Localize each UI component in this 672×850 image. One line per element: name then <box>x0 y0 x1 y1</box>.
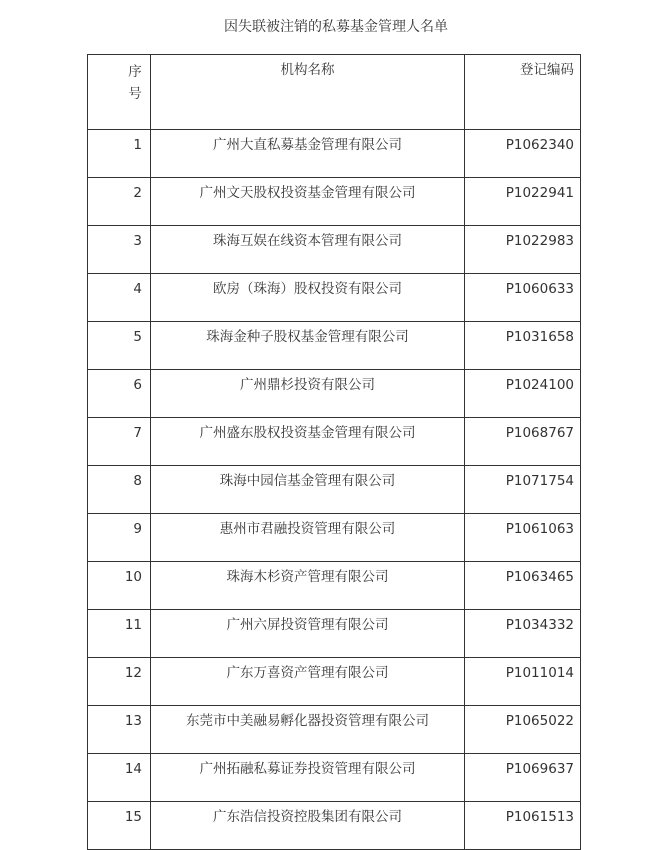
table-row <box>88 610 581 658</box>
row-registration-code: P1060633 <box>465 274 581 322</box>
row-institution-name: 东莞市中美融易孵化器投资管理有限公司 <box>151 706 465 754</box>
table-row <box>88 226 581 274</box>
table-row <box>88 418 581 466</box>
header-code: 登记编码 <box>465 55 581 130</box>
row-institution-name: 广州拓融私募证券投资管理有限公司 <box>151 754 465 802</box>
row-index: 4 <box>88 274 151 322</box>
table-row <box>88 562 581 610</box>
table-row <box>88 178 581 226</box>
row-registration-code: P1068767 <box>465 418 581 466</box>
row-registration-code: P1065022 <box>465 706 581 754</box>
table-row <box>88 274 581 322</box>
table-row <box>88 514 581 562</box>
row-registration-code: P1022983 <box>465 226 581 274</box>
row-registration-code: P1069637 <box>465 754 581 802</box>
row-institution-name: 珠海互娱在线资本管理有限公司 <box>151 226 465 274</box>
table-row <box>88 370 581 418</box>
row-registration-code: P1062340 <box>465 130 581 178</box>
header-index-label: 序号 <box>128 64 142 102</box>
header-index <box>88 55 151 130</box>
page-title: 因失联被注销的私募基金管理人名单 <box>224 19 448 35</box>
table-row <box>88 658 581 706</box>
table-header-row <box>88 55 581 130</box>
row-registration-code: P1061063 <box>465 514 581 562</box>
row-institution-name: 广东浩信投资控股集团有限公司 <box>151 802 465 850</box>
row-index: 3 <box>88 226 151 274</box>
row-registration-code: P1031658 <box>465 322 581 370</box>
row-registration-code: P1024100 <box>465 370 581 418</box>
row-index: 15 <box>88 802 151 850</box>
row-index: 14 <box>88 754 151 802</box>
table-row <box>88 130 581 178</box>
row-index: 13 <box>88 706 151 754</box>
header-name: 机构名称 <box>151 55 465 130</box>
row-registration-code: P1063465 <box>465 562 581 610</box>
row-institution-name: 惠州市君融投资管理有限公司 <box>151 514 465 562</box>
row-institution-name: 广州文天股权投资基金管理有限公司 <box>151 178 465 226</box>
table-row <box>88 754 581 802</box>
row-index: 2 <box>88 178 151 226</box>
table-row <box>88 322 581 370</box>
row-index: 11 <box>88 610 151 658</box>
row-institution-name: 珠海木杉资产管理有限公司 <box>151 562 465 610</box>
manager-list-table <box>87 54 581 850</box>
row-index: 6 <box>88 370 151 418</box>
row-registration-code: P1011014 <box>465 658 581 706</box>
row-institution-name: 珠海中园信基金管理有限公司 <box>151 466 465 514</box>
row-index: 12 <box>88 658 151 706</box>
row-institution-name: 广州大直私募基金管理有限公司 <box>151 130 465 178</box>
row-index: 7 <box>88 418 151 466</box>
row-registration-code: P1034332 <box>465 610 581 658</box>
table-row <box>88 802 581 850</box>
row-institution-name: 广东万喜资产管理有限公司 <box>151 658 465 706</box>
row-index: 9 <box>88 514 151 562</box>
table-row <box>88 466 581 514</box>
row-institution-name: 广州盛东股权投资基金管理有限公司 <box>151 418 465 466</box>
row-index: 1 <box>88 130 151 178</box>
row-registration-code: P1061513 <box>465 802 581 850</box>
row-institution-name: 广州六屏投资管理有限公司 <box>151 610 465 658</box>
row-index: 8 <box>88 466 151 514</box>
row-index: 5 <box>88 322 151 370</box>
table-row <box>88 706 581 754</box>
row-registration-code: P1071754 <box>465 466 581 514</box>
row-institution-name: 广州鼎杉投资有限公司 <box>151 370 465 418</box>
row-index: 10 <box>88 562 151 610</box>
row-institution-name: 欧房（珠海）股权投资有限公司 <box>151 274 465 322</box>
row-institution-name: 珠海金种子股权基金管理有限公司 <box>151 322 465 370</box>
row-registration-code: P1022941 <box>465 178 581 226</box>
